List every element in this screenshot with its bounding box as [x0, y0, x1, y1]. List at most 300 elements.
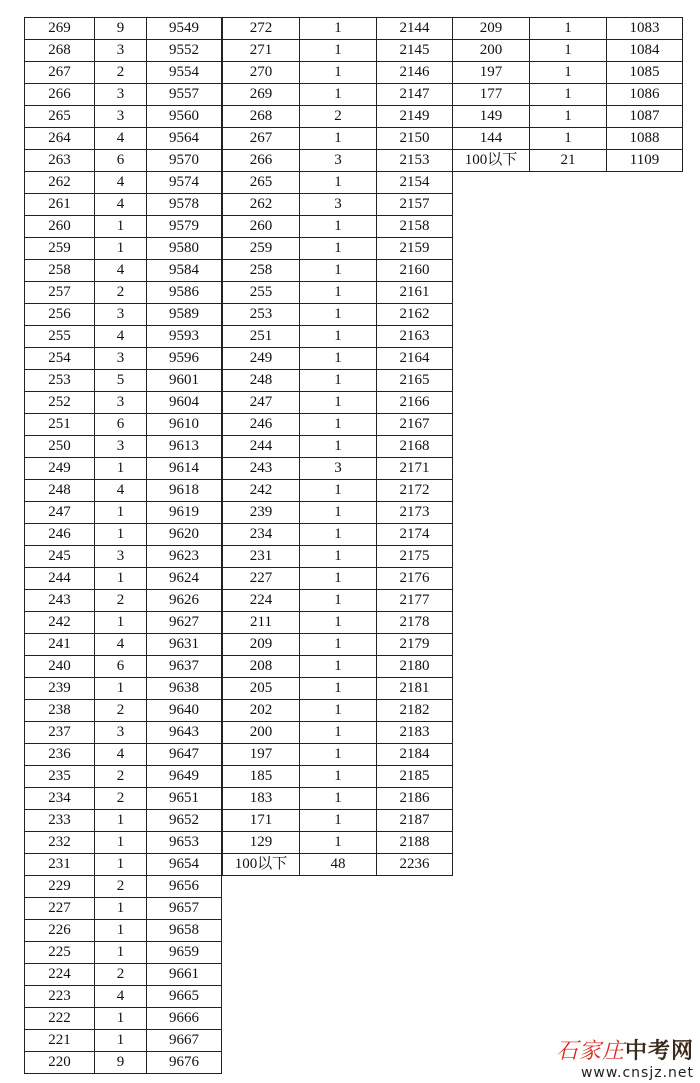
table-row	[223, 568, 453, 590]
cumulative-cell: 1084	[607, 40, 683, 62]
cumulative-cell: 2180	[377, 656, 453, 678]
count-cell: 1	[530, 84, 607, 106]
table-row	[223, 744, 453, 766]
table-row	[223, 414, 453, 436]
table-row	[25, 876, 222, 898]
score-cell: 267	[25, 62, 95, 84]
table-row	[25, 920, 222, 942]
table-row	[223, 282, 453, 304]
count-cell: 1	[300, 568, 377, 590]
count-cell: 1	[95, 832, 147, 854]
count-cell: 1	[300, 414, 377, 436]
cumulative-cell: 1083	[607, 18, 683, 40]
score-cell: 234	[223, 524, 300, 546]
score-cell: 261	[25, 194, 95, 216]
table-row	[223, 128, 453, 150]
score-cell: 224	[25, 964, 95, 986]
cumulative-cell: 9665	[147, 986, 222, 1008]
score-cell: 252	[25, 392, 95, 414]
count-cell: 3	[95, 392, 147, 414]
score-cell: 232	[25, 832, 95, 854]
score-cell: 209	[453, 18, 530, 40]
table-row	[223, 216, 453, 238]
table-row	[25, 524, 222, 546]
table-row	[223, 18, 453, 40]
table-row	[25, 18, 222, 40]
score-cell: 251	[25, 414, 95, 436]
score-cell: 242	[223, 480, 300, 502]
cumulative-cell: 9626	[147, 590, 222, 612]
table-row	[25, 942, 222, 964]
count-cell: 1	[300, 700, 377, 722]
count-cell: 3	[300, 458, 377, 480]
table-row	[223, 766, 453, 788]
count-cell: 1	[300, 524, 377, 546]
score-cell: 243	[223, 458, 300, 480]
table-row	[25, 326, 222, 348]
table-row	[25, 766, 222, 788]
score-cell: 259	[223, 238, 300, 260]
table-row	[223, 832, 453, 854]
cumulative-cell: 2171	[377, 458, 453, 480]
count-cell: 6	[95, 656, 147, 678]
table-row	[223, 480, 453, 502]
watermark-brand	[544, 1039, 694, 1065]
cumulative-cell: 2146	[377, 62, 453, 84]
table-row	[223, 62, 453, 84]
cumulative-cell: 9557	[147, 84, 222, 106]
count-cell: 3	[95, 546, 147, 568]
cumulative-cell: 2162	[377, 304, 453, 326]
cumulative-cell: 9659	[147, 942, 222, 964]
table-row	[25, 744, 222, 766]
cumulative-cell: 2147	[377, 84, 453, 106]
count-cell: 6	[95, 150, 147, 172]
count-cell: 1	[530, 62, 607, 84]
cumulative-cell: 9661	[147, 964, 222, 986]
cumulative-cell: 2173	[377, 502, 453, 524]
score-cell: 268	[223, 106, 300, 128]
cumulative-cell: 9623	[147, 546, 222, 568]
score-cell: 129	[223, 832, 300, 854]
count-cell: 1	[95, 810, 147, 832]
cumulative-cell: 1087	[607, 106, 683, 128]
count-cell: 4	[95, 260, 147, 282]
cumulative-cell: 2185	[377, 766, 453, 788]
count-cell: 1	[95, 612, 147, 634]
count-cell: 1	[300, 392, 377, 414]
table-row	[223, 788, 453, 810]
count-cell: 1	[300, 18, 377, 40]
count-cell: 1	[300, 788, 377, 810]
table-row	[25, 414, 222, 436]
count-cell: 1	[300, 40, 377, 62]
score-cell: 251	[223, 326, 300, 348]
score-cell: 267	[223, 128, 300, 150]
count-cell: 4	[95, 326, 147, 348]
count-cell: 1	[300, 678, 377, 700]
table-row	[25, 370, 222, 392]
cumulative-cell: 2182	[377, 700, 453, 722]
count-cell: 1	[300, 744, 377, 766]
count-cell: 1	[530, 106, 607, 128]
count-cell: 1	[300, 634, 377, 656]
score-cell: 249	[25, 458, 95, 480]
count-cell: 1	[300, 810, 377, 832]
score-cell: 239	[25, 678, 95, 700]
cumulative-cell: 9614	[147, 458, 222, 480]
count-cell: 2	[95, 788, 147, 810]
count-cell: 4	[95, 986, 147, 1008]
count-cell: 1	[95, 502, 147, 524]
score-cell: 255	[25, 326, 95, 348]
score-cell: 270	[223, 62, 300, 84]
score-cell: 227	[223, 568, 300, 590]
count-cell: 1	[530, 18, 607, 40]
watermark-brand-red: 石家庄	[555, 1039, 625, 1064]
score-cell: 258	[223, 260, 300, 282]
table-row	[25, 832, 222, 854]
table-row	[223, 392, 453, 414]
table-row	[25, 106, 222, 128]
score-cell: 227	[25, 898, 95, 920]
count-cell: 3	[300, 150, 377, 172]
score-cell: 225	[25, 942, 95, 964]
score-cell: 222	[25, 1008, 95, 1030]
count-cell: 1	[300, 326, 377, 348]
count-cell: 1	[95, 568, 147, 590]
table-row	[25, 128, 222, 150]
score-cell: 263	[25, 150, 95, 172]
score-cell: 237	[25, 722, 95, 744]
cumulative-cell: 1085	[607, 62, 683, 84]
count-cell: 2	[300, 106, 377, 128]
table-row	[223, 612, 453, 634]
cumulative-cell: 9574	[147, 172, 222, 194]
count-cell: 1	[300, 62, 377, 84]
table-row	[223, 304, 453, 326]
table-row	[223, 546, 453, 568]
cumulative-cell: 9619	[147, 502, 222, 524]
cumulative-cell: 9656	[147, 876, 222, 898]
cumulative-cell: 9657	[147, 898, 222, 920]
table-row	[25, 502, 222, 524]
score-cell: 248	[25, 480, 95, 502]
score-cell: 272	[223, 18, 300, 40]
score-cell: 253	[223, 304, 300, 326]
count-cell: 1	[95, 458, 147, 480]
table-row	[25, 40, 222, 62]
score-cell: 247	[25, 502, 95, 524]
score-cell: 233	[25, 810, 95, 832]
table-row	[223, 634, 453, 656]
score-cell: 202	[223, 700, 300, 722]
count-cell: 2	[95, 964, 147, 986]
score-cell: 209	[223, 634, 300, 656]
score-cell: 264	[25, 128, 95, 150]
cumulative-cell: 9666	[147, 1008, 222, 1030]
cumulative-cell: 9618	[147, 480, 222, 502]
score-cell: 262	[223, 194, 300, 216]
cumulative-cell: 2175	[377, 546, 453, 568]
score-cell: 240	[25, 656, 95, 678]
table-row	[453, 128, 683, 150]
table-row	[25, 480, 222, 502]
count-cell: 1	[300, 282, 377, 304]
cumulative-cell: 9627	[147, 612, 222, 634]
table-row	[453, 18, 683, 40]
table-row	[25, 810, 222, 832]
score-cell: 226	[25, 920, 95, 942]
score-cell: 266	[25, 84, 95, 106]
score-cell: 250	[25, 436, 95, 458]
cumulative-cell: 9613	[147, 436, 222, 458]
count-cell: 4	[95, 194, 147, 216]
count-cell: 4	[95, 128, 147, 150]
cumulative-cell: 2177	[377, 590, 453, 612]
score-cell: 246	[25, 524, 95, 546]
table-row	[223, 150, 453, 172]
count-cell: 1	[95, 920, 147, 942]
cumulative-cell: 9652	[147, 810, 222, 832]
count-cell: 1	[300, 172, 377, 194]
count-cell: 1	[300, 480, 377, 502]
count-cell: 1	[95, 942, 147, 964]
score-cell: 260	[25, 216, 95, 238]
cumulative-cell: 1109	[607, 150, 683, 172]
count-cell: 1	[300, 370, 377, 392]
score-cell: 235	[25, 766, 95, 788]
cumulative-cell: 9649	[147, 766, 222, 788]
score-cell: 262	[25, 172, 95, 194]
count-cell: 3	[95, 84, 147, 106]
cumulative-cell: 9552	[147, 40, 222, 62]
table-row	[25, 590, 222, 612]
score-cell: 257	[25, 282, 95, 304]
count-cell: 1	[95, 216, 147, 238]
table-row	[223, 436, 453, 458]
cumulative-cell: 2150	[377, 128, 453, 150]
table-row	[25, 964, 222, 986]
cumulative-cell: 9570	[147, 150, 222, 172]
score-cell: 197	[223, 744, 300, 766]
cumulative-cell: 9676	[147, 1052, 222, 1074]
cumulative-cell: 9620	[147, 524, 222, 546]
table-row	[25, 392, 222, 414]
cumulative-cell: 9601	[147, 370, 222, 392]
cumulative-cell: 2186	[377, 788, 453, 810]
score-cell: 266	[223, 150, 300, 172]
score-cell: 211	[223, 612, 300, 634]
table-row	[223, 502, 453, 524]
table-row	[25, 1008, 222, 1030]
table-row	[25, 436, 222, 458]
count-cell: 1	[300, 84, 377, 106]
count-cell: 4	[95, 172, 147, 194]
cumulative-cell: 2168	[377, 436, 453, 458]
table-row	[223, 524, 453, 546]
score-cell: 247	[223, 392, 300, 414]
score-cell: 256	[25, 304, 95, 326]
score-cell: 208	[223, 656, 300, 678]
table-row	[453, 40, 683, 62]
table-row	[25, 348, 222, 370]
cumulative-cell: 2154	[377, 172, 453, 194]
score-cell: 238	[25, 700, 95, 722]
cumulative-cell: 9564	[147, 128, 222, 150]
count-cell: 1	[95, 1008, 147, 1030]
table-row	[25, 172, 222, 194]
cumulative-cell: 1088	[607, 128, 683, 150]
table-row	[223, 810, 453, 832]
cumulative-cell: 9578	[147, 194, 222, 216]
cumulative-cell: 9647	[147, 744, 222, 766]
score-cell: 244	[223, 436, 300, 458]
table-row	[453, 106, 683, 128]
score-cell: 220	[25, 1052, 95, 1074]
cumulative-cell: 9584	[147, 260, 222, 282]
table-row	[25, 898, 222, 920]
table-row	[223, 700, 453, 722]
count-cell: 2	[95, 700, 147, 722]
table-row	[223, 260, 453, 282]
cumulative-cell: 9596	[147, 348, 222, 370]
table-row	[25, 1030, 222, 1052]
count-cell: 3	[95, 348, 147, 370]
cumulative-cell: 9624	[147, 568, 222, 590]
count-cell: 1	[530, 128, 607, 150]
cumulative-cell: 2167	[377, 414, 453, 436]
table-row	[453, 62, 683, 84]
table-row	[25, 634, 222, 656]
cumulative-cell: 2157	[377, 194, 453, 216]
count-cell: 1	[300, 656, 377, 678]
count-cell: 1	[95, 898, 147, 920]
count-cell: 1	[300, 436, 377, 458]
count-cell: 1	[300, 766, 377, 788]
score-cell: 255	[223, 282, 300, 304]
cumulative-cell: 2161	[377, 282, 453, 304]
score-cell: 265	[25, 106, 95, 128]
score-cell: 144	[453, 128, 530, 150]
cumulative-cell: 2184	[377, 744, 453, 766]
table-row	[223, 84, 453, 106]
cumulative-cell: 2183	[377, 722, 453, 744]
table-row	[223, 590, 453, 612]
score-cell: 177	[453, 84, 530, 106]
count-cell: 1	[300, 502, 377, 524]
table-row	[223, 106, 453, 128]
score-cell: 221	[25, 1030, 95, 1052]
cumulative-cell: 9658	[147, 920, 222, 942]
cumulative-cell: 9604	[147, 392, 222, 414]
cumulative-cell: 2172	[377, 480, 453, 502]
count-cell: 1	[300, 348, 377, 370]
score-cell: 183	[223, 788, 300, 810]
table-row	[223, 656, 453, 678]
count-cell: 1	[95, 238, 147, 260]
watermark-brand-dark: 中考网	[624, 1039, 694, 1064]
cumulative-cell: 2159	[377, 238, 453, 260]
count-cell: 2	[95, 876, 147, 898]
score-cell: 223	[25, 986, 95, 1008]
count-cell: 3	[300, 194, 377, 216]
score-cell: 231	[25, 854, 95, 876]
score-cell: 268	[25, 40, 95, 62]
count-cell: 3	[95, 40, 147, 62]
score-cell: 259	[25, 238, 95, 260]
table-row	[223, 326, 453, 348]
cumulative-cell: 9638	[147, 678, 222, 700]
table-row	[25, 986, 222, 1008]
count-cell: 2	[95, 282, 147, 304]
cumulative-cell: 9640	[147, 700, 222, 722]
table-row	[223, 238, 453, 260]
table-row	[453, 150, 683, 172]
cumulative-cell: 2188	[377, 832, 453, 854]
cumulative-cell: 1086	[607, 84, 683, 106]
score-cell: 200	[223, 722, 300, 744]
cumulative-cell: 9637	[147, 656, 222, 678]
table-row	[25, 150, 222, 172]
cumulative-cell: 9560	[147, 106, 222, 128]
count-cell: 48	[300, 854, 377, 876]
count-cell: 1	[300, 590, 377, 612]
cumulative-cell: 2174	[377, 524, 453, 546]
score-cell: 258	[25, 260, 95, 282]
cumulative-cell: 9643	[147, 722, 222, 744]
table-row	[223, 40, 453, 62]
table-row	[223, 854, 453, 876]
table-row	[25, 216, 222, 238]
score-cell: 100以下	[453, 150, 530, 172]
watermark-url: www.cnsjz.net	[580, 1065, 694, 1081]
table-row	[25, 458, 222, 480]
cumulative-cell: 9554	[147, 62, 222, 84]
table-row	[25, 854, 222, 876]
score-cell: 171	[223, 810, 300, 832]
table-row	[25, 612, 222, 634]
score-cell: 260	[223, 216, 300, 238]
table-row	[25, 238, 222, 260]
table-row	[223, 370, 453, 392]
cumulative-cell: 2160	[377, 260, 453, 282]
count-cell: 2	[95, 590, 147, 612]
cumulative-cell: 2236	[377, 854, 453, 876]
cumulative-cell: 9651	[147, 788, 222, 810]
cumulative-cell: 2179	[377, 634, 453, 656]
score-cell: 246	[223, 414, 300, 436]
watermark-logo	[544, 1039, 694, 1081]
score-cell: 269	[223, 84, 300, 106]
table-row	[25, 788, 222, 810]
cumulative-cell: 2178	[377, 612, 453, 634]
table-row	[25, 700, 222, 722]
score-cell: 197	[453, 62, 530, 84]
score-cell: 243	[25, 590, 95, 612]
table-row	[25, 678, 222, 700]
count-cell: 6	[95, 414, 147, 436]
count-cell: 1	[300, 216, 377, 238]
cumulative-cell: 2145	[377, 40, 453, 62]
score-cell: 229	[25, 876, 95, 898]
count-cell: 1	[300, 260, 377, 282]
score-cell: 236	[25, 744, 95, 766]
cumulative-cell: 9589	[147, 304, 222, 326]
count-cell: 1	[300, 304, 377, 326]
table-row	[453, 84, 683, 106]
cumulative-cell: 9667	[147, 1030, 222, 1052]
